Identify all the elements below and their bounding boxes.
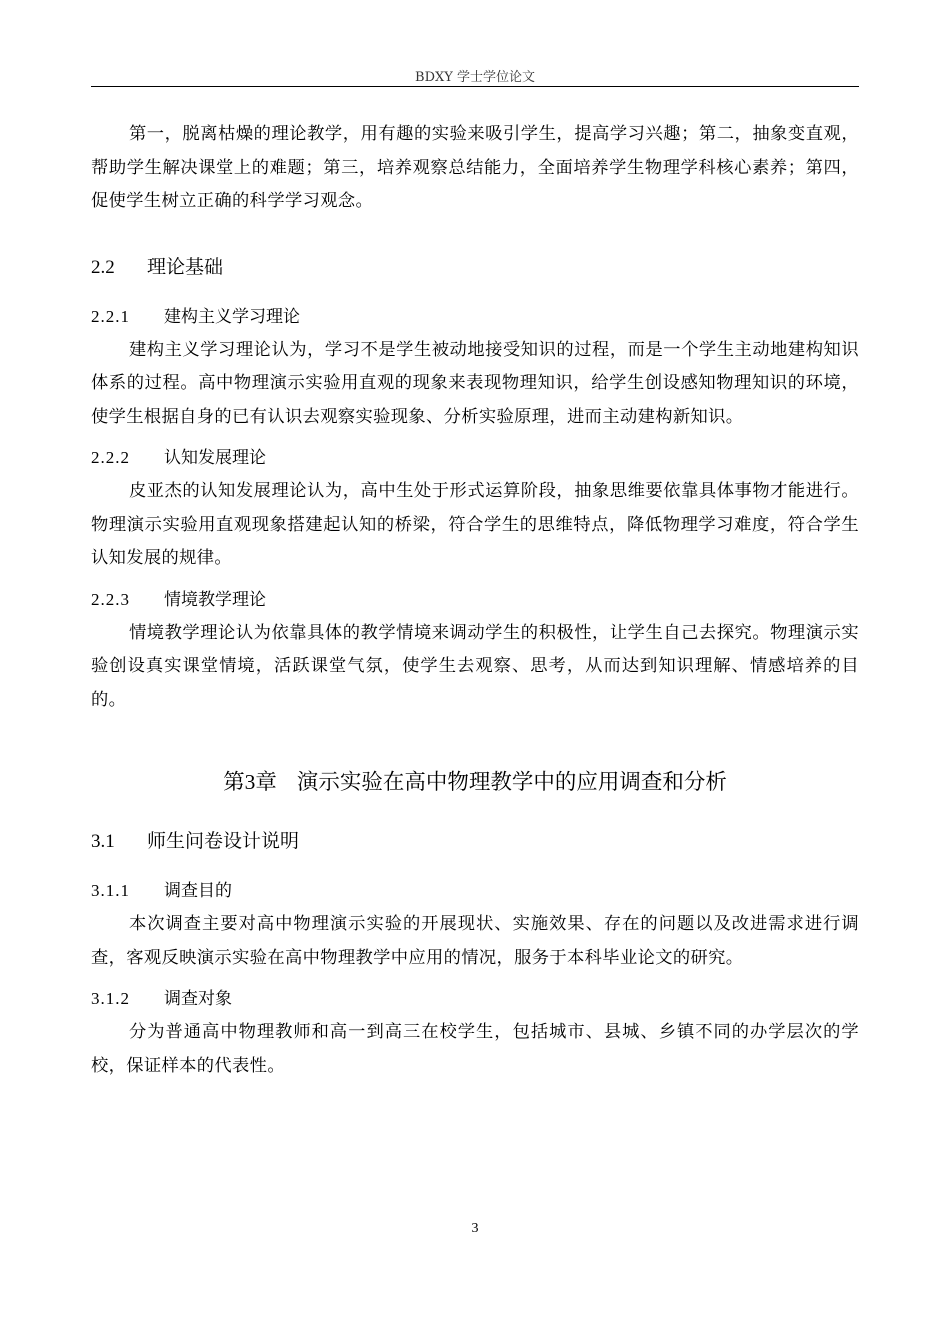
section-number: 2.2 xyxy=(91,256,115,278)
subsection-title: 调查目的 xyxy=(164,881,232,901)
section-title: 师生问卷设计说明 xyxy=(147,830,300,852)
section-heading-3-1 xyxy=(91,828,859,855)
paragraph-2-2-1: 建构主义学习理论认为，学习不是学生被动地接受知识的过程，而是一个学生主动地建构知识体系的过程。高中物理演示实验用直观的现象来表现物理知识，给学生创设感知物理知识的环境，使学生根据自身的已有认识去观察实验现象、分析实验原理，进而主动建构新知识。 xyxy=(91,339,859,427)
subsection-heading-2-2-2 xyxy=(91,446,859,470)
page-number: 3 xyxy=(471,1221,479,1236)
subsection-title: 建构主义学习理论 xyxy=(164,306,300,327)
subsection-number: 3.1.1 xyxy=(91,881,130,900)
subsection-heading-2-2-3 xyxy=(91,588,859,612)
paragraph-2-2-2: 皮亚杰的认知发展理论认为，高中生处于形式运算阶段，抽象思维要依靠具体事物才能进行。物理演示实验用直观现象搭建起认知的桥梁，符合学生的思维特点，降低物理学习难度，符合学生认知发展的规律。 xyxy=(91,481,859,568)
subsection-title: 调查对象 xyxy=(164,989,232,1009)
header-rule xyxy=(91,86,859,87)
paragraph-2-2-3: 情境教学理论认为依靠具体的教学情境来调动学生的积极性，让学生自己去探究。物理演示实验创设真实课堂情境，活跃课堂气氛，使学生去观察、思考，从而达到知识理解、情感培养的目的。 xyxy=(91,622,859,710)
subsection-number: 2.2.3 xyxy=(91,589,130,609)
subsection-number: 2.2.1 xyxy=(91,306,130,326)
chapter-heading xyxy=(91,767,859,798)
subsection-heading-2-2-1 xyxy=(91,305,859,329)
subsection-title: 认知发展理论 xyxy=(164,448,266,468)
chapter-title: 演示实验在高中物理教学中的应用调查和分析 xyxy=(296,770,727,795)
section-heading-2-2 xyxy=(91,254,859,281)
subsection-number: 3.1.2 xyxy=(91,989,130,1008)
paragraph-3-1-2: 分为普通高中物理教师和高一到高三在校学生，包括城市、县城、乡镇不同的办学层次的学校，保证样本的代表性。 xyxy=(91,1022,859,1076)
subsection-heading-3-1-2 xyxy=(91,987,859,1011)
paragraph-3-1-1: 本次调查主要对高中物理演示实验的开展现状、实施效果、存在的问题以及改进需求进行调查，客观反映演示实验在高中物理教学中应用的情况，服务于本科毕业论文的研究。 xyxy=(91,914,859,968)
page-body xyxy=(91,118,859,1083)
intro-paragraph: 第一，脱离枯燥的理论教学，用有趣的实验来吸引学生，提高学习兴趣；第二，抽象变直观，帮助学生解决课堂上的难题；第三，培养观察总结能力，全面培养学生物理学科核心素养；第四，促使学生树立正确的科学学习观念。 xyxy=(91,124,859,211)
subsection-heading-3-1-1 xyxy=(91,879,859,903)
subsection-number: 2.2.2 xyxy=(91,448,130,467)
subsection-title: 情境教学理论 xyxy=(164,589,266,610)
page-header: BDXY 学士学位论文 xyxy=(415,70,535,85)
section-number: 3.1 xyxy=(91,831,115,852)
section-title: 理论基础 xyxy=(147,255,224,278)
chapter-number: 第3章 xyxy=(223,770,277,794)
